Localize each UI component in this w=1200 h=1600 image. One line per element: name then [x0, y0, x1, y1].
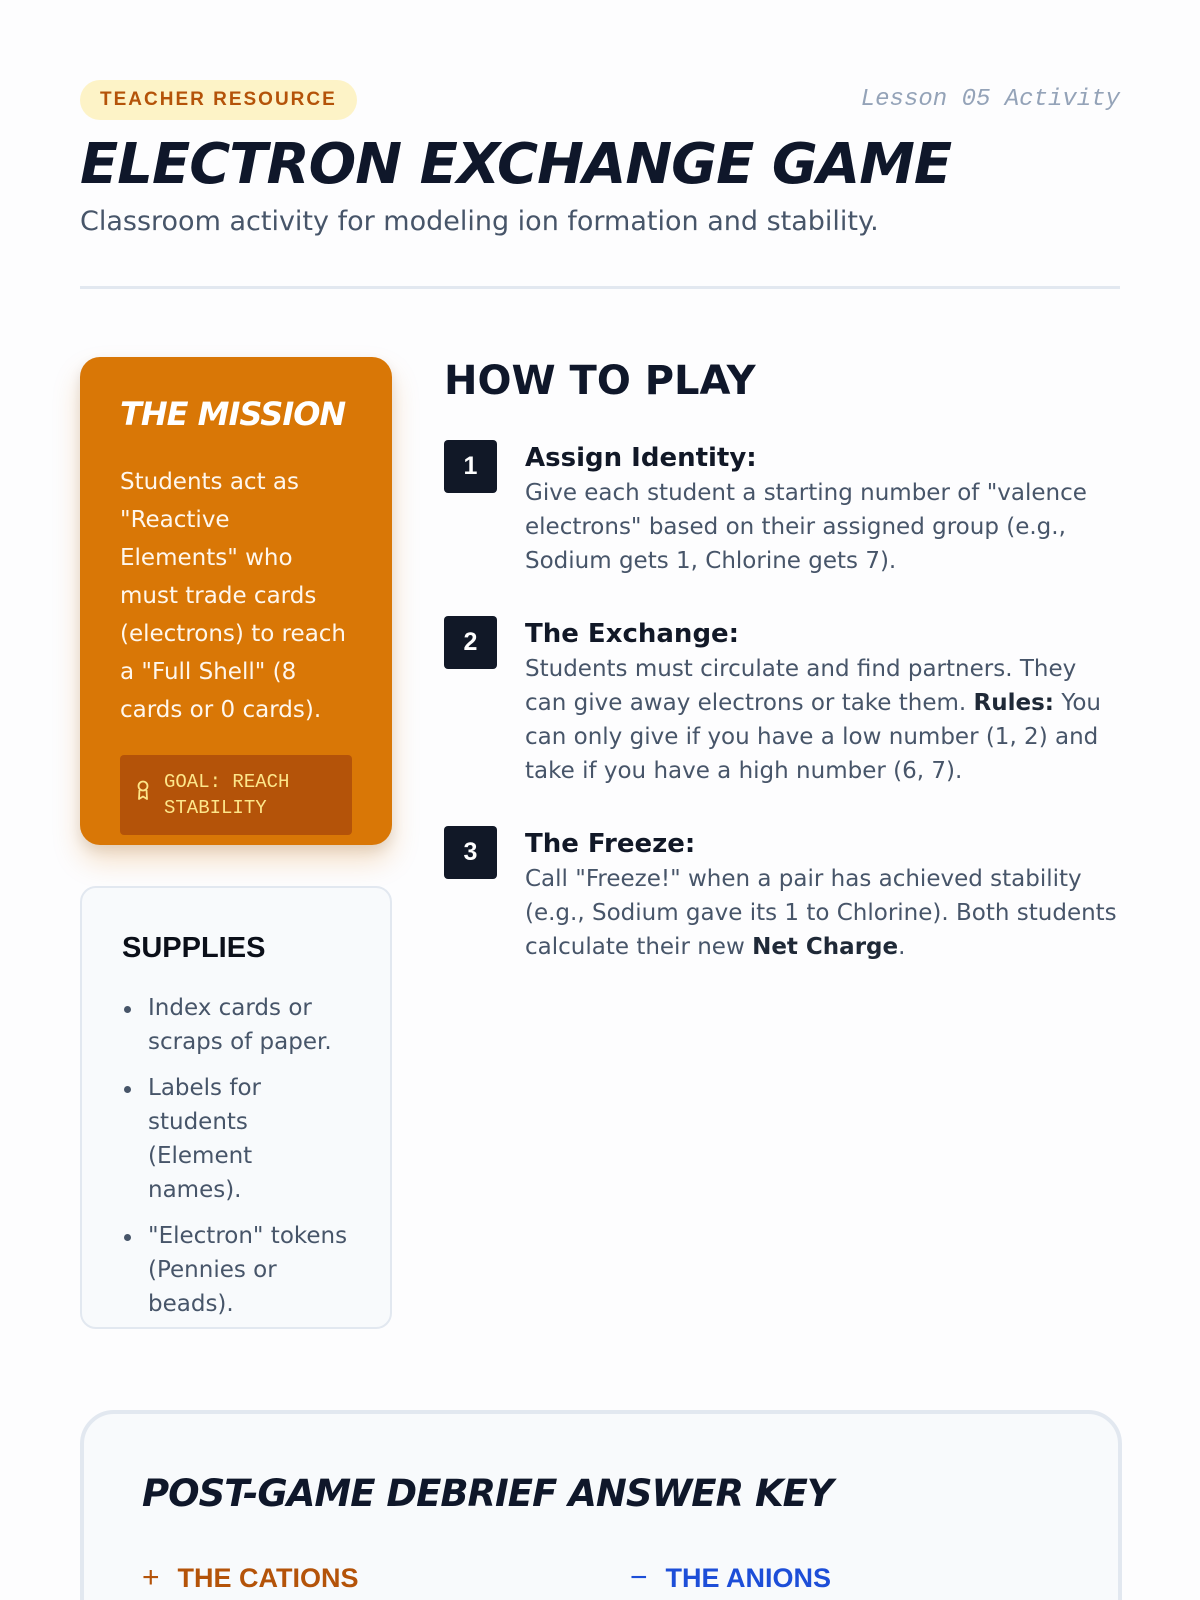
supplies-title: SUPPLIES [122, 932, 266, 964]
step-number-badge: 3 [444, 826, 497, 879]
step-body: Give each student a starting number of "valence electrons" based on their assigned group (e.g., Sodium gets 1, Chlorine gets 7). [525, 480, 1087, 574]
mission-card [80, 357, 392, 845]
cations-label: THE CATIONS [177, 1562, 359, 1593]
mission-text: Students act as "Reactive Elements" who must trade cards (electrons) to reach a "Full Shell" (8 cards or 0 cards). [120, 469, 347, 723]
goal-box [120, 755, 352, 835]
how-to-play-title: HOW TO PLAY [444, 358, 756, 404]
step-title: The Exchange: [525, 619, 740, 649]
step-title: Assign Identity: [525, 443, 757, 473]
debrief-columns [142, 1561, 1060, 1600]
how-to-play-section [444, 358, 1124, 1002]
step-number-badge: 1 [444, 440, 497, 493]
mission-title: THE MISSION [120, 395, 346, 433]
medal-icon [136, 780, 150, 810]
cations-heading [142, 1561, 359, 1595]
step-title: The Freeze: [525, 829, 696, 859]
minus-icon: − [630, 1561, 648, 1594]
step-2 [444, 616, 1124, 788]
header-row [80, 80, 1120, 120]
teacher-resource-badge: TEACHER RESOURCE [80, 80, 357, 120]
debrief-card [80, 1410, 1122, 1600]
step-body-emphasis: Net Charge [752, 934, 899, 960]
supplies-item: Index cards or scraps of paper. [122, 991, 350, 1059]
page-title: ELECTRON EXCHANGE GAME [80, 132, 952, 197]
debrief-title: POST-GAME DEBRIEF ANSWER KEY [142, 1472, 833, 1515]
step-body [525, 862, 1124, 964]
plus-icon: + [142, 1561, 160, 1594]
supplies-list [122, 991, 350, 1321]
header-divider [80, 286, 1120, 289]
step-3 [444, 826, 1124, 964]
supplies-item: "Electron" tokens (Pennies or beads). [122, 1219, 350, 1321]
step-body-text: Students must circulate and find partners. They can give away electrons or take them. [525, 656, 1077, 716]
lesson-label: Lesson 05 Activity [860, 86, 1120, 113]
goal-text: GOAL: REACH STABILITY [164, 771, 290, 819]
supplies-card [80, 886, 392, 1329]
anions-heading [630, 1561, 831, 1595]
step-body-text: . [898, 934, 906, 960]
step-body-text: You can only give if you have a low number (1, 2) and take if you have a high number (6, 7). [525, 690, 1101, 784]
step-number-badge: 2 [444, 616, 497, 669]
step-body [525, 652, 1124, 788]
step-body-text: Call "Freeze!" when a pair has achieved stability (e.g., Sodium gave its 1 to Chlorine). Both students calculate their new [525, 866, 1117, 960]
step-body-emphasis: Rules: [973, 690, 1055, 716]
page-subtitle: Classroom activity for modeling ion formation and stability. [80, 206, 879, 237]
supplies-item: Labels for students (Element names). [122, 1071, 350, 1207]
step-1 [444, 440, 1124, 578]
anions-label: THE ANIONS [665, 1562, 832, 1593]
